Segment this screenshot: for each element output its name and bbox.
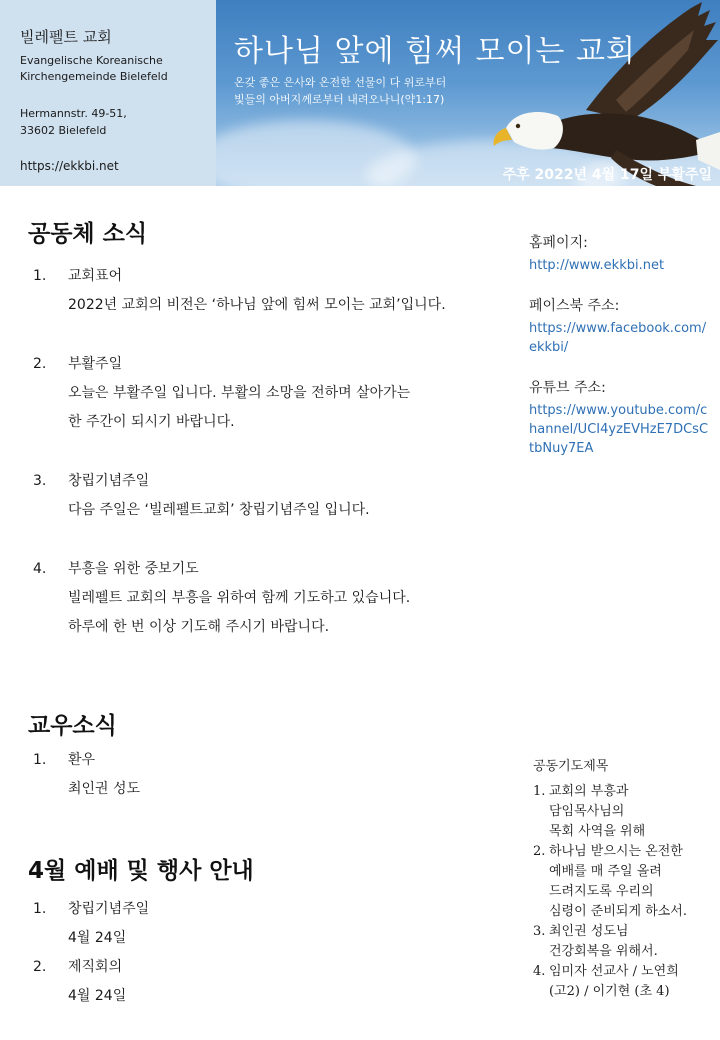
item-title: 부활주일 [68,356,123,372]
prayer-line: 목회 사역을 위해 [549,824,646,839]
prayer-line: 담임목사님의 [549,804,625,819]
event-item [28,953,498,1011]
item-number: 4. [33,561,47,577]
item-line: 하루에 한 번 이상 기도해 주시기 바랍니다. [68,619,330,635]
item-title: 환우 [68,752,96,768]
links-sidebar [529,232,709,458]
community-news-item [28,262,498,320]
events-section [28,852,498,1011]
prayer-line: (고2) / 이기현 (초 4) [549,984,670,999]
item-number: 1. [33,268,47,284]
prayer-line: 예배를 매 주일 올려 [549,864,662,879]
prayer-item [533,962,713,1002]
church-website[interactable]: https://ekkbi.net [20,159,119,173]
prayer-line: 건강회복을 위해서. [549,944,658,959]
item-line: 한 주간이 되시기 바랍니다. [68,414,235,430]
prayer-line: 최인권 성도님 [549,924,629,939]
item-title: 창립기념주일 [68,473,150,489]
item-number: 1. [33,901,47,917]
item-number: 3. [33,473,47,489]
item-title: 부흥을 위한 중보기도 [68,561,199,577]
item-line: 2022년 교회의 비전은 ‘하나님 앞에 힘써 모이는 교회’입니다. [68,297,446,313]
item-title: 교회표어 [68,268,123,284]
member-news-heading: 교우소식 [28,713,117,739]
community-news-item [28,350,498,437]
community-news-heading: 공동체 소식 [28,221,148,247]
youtube-link[interactable]: https://www.youtube.com/channel/UCI4yzEVHzE7DCsCtbNuy7EA [529,403,709,456]
banner-date: 주후 2022년 4월 17일 부활주일 [502,167,712,183]
prayer-number: 3. [533,924,546,939]
item-line: 최인권 성도 [68,781,141,797]
prayer-title: 공동기도제목 [533,759,609,774]
member-news-list [28,746,498,804]
banner-verse: 온갖 좋은 은사와 온전한 선물이 다 위로부터 빛들의 아버지께로부터 내려오나니(약1:17) [234,76,447,106]
community-news-section [28,215,498,672]
item-line: 오늘은 부활주일 입니다. 부활의 소망을 전하며 살아가는 [68,385,411,401]
prayer-requests [533,755,713,1002]
community-news-item [28,555,498,642]
prayer-item [533,782,713,842]
events-heading: 4월 예배 및 행사 안내 [28,858,254,884]
prayer-list [533,782,713,1002]
prayer-item [533,842,713,922]
prayer-number: 2. [533,844,546,859]
item-line: 다음 주일은 ‘빌레펠트교회’ 창립기념주일 입니다. [68,502,370,518]
banner [216,0,720,186]
member-news-section [28,707,498,804]
item-number: 2. [33,356,47,372]
item-number: 1. [33,752,47,768]
community-news-item [28,467,498,525]
prayer-line: 심령이 준비되게 하소서. [549,904,687,919]
member-news-item [28,746,498,804]
community-news-list [28,262,498,642]
prayer-number: 4. [533,964,546,979]
youtube-label: 유튜브 주소: [529,380,606,396]
homepage-label: 홈페이지: [529,235,588,251]
church-address: Hermannstr. 49-51, 33602 Bielefeld [20,107,127,137]
item-title: 제직회의 [68,959,123,975]
item-line: 빌레펠트 교회의 부흥을 위하여 함께 기도하고 있습니다. [68,590,411,606]
prayer-line: 드려지도록 우리의 [549,884,654,899]
church-name: 빌레펠트 교회 [20,28,112,46]
events-list [28,895,498,1011]
item-number: 2. [33,959,47,975]
facebook-link[interactable]: https://www.facebook.com/ekkbi/ [529,321,707,355]
banner-title: 하나님 앞에 힘써 모이는 교회 [234,34,636,69]
prayer-item [533,922,713,962]
event-item [28,895,498,953]
prayer-line: 하나님 받으시는 온전한 [549,844,683,859]
item-title: 창립기념주일 [68,901,150,917]
prayer-number: 1. [533,784,546,799]
facebook-label: 페이스북 주소: [529,298,620,314]
church-info-panel [0,0,216,186]
item-line: 4월 24일 [68,988,127,1004]
prayer-line: 교회의 부흥과 [549,784,629,799]
church-name-german: Evangelische Koreanische Kirchengemeinde Bielefeld [20,54,168,83]
item-line: 4월 24일 [68,930,127,946]
prayer-line: 임미자 선교사 / 노연희 [549,964,679,979]
homepage-link[interactable]: http://www.ekkbi.net [529,258,665,273]
